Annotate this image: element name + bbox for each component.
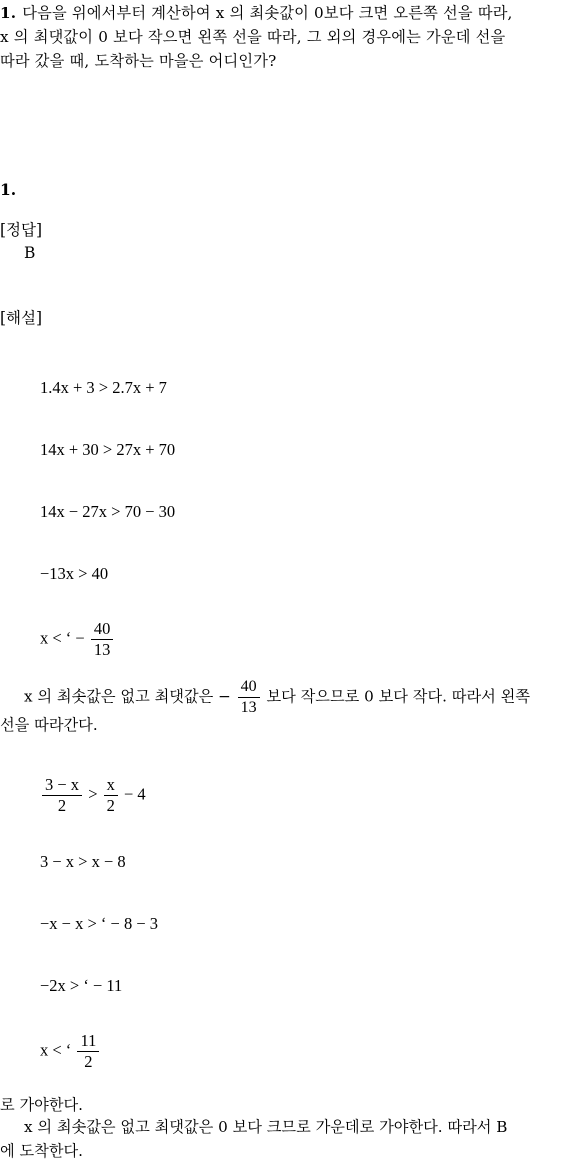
fraction-numerator: 40 — [91, 620, 114, 640]
explanation-1-line-c: 선을 따라간다. — [0, 716, 98, 734]
equation-2-1-operator: > — [88, 784, 98, 804]
equation-2-3: −x − x > ‘ − 8 − 3 — [40, 914, 159, 933]
fraction-40-13 — [91, 620, 114, 659]
equation-2-5 — [40, 1032, 101, 1071]
explanation-2-line-b: x 의 최솟값은 없고 최댓값은 0 보다 크므로 가운데로 가야한다. 따라서 B — [24, 1118, 508, 1136]
explanation-2-line-a: 로 가야한다. — [0, 1096, 84, 1114]
fraction-denominator: 2 — [57, 796, 67, 815]
fraction-x-over-2 — [104, 776, 118, 815]
fraction-numerator: x — [104, 776, 118, 796]
answer-heading: [정답] — [0, 221, 43, 239]
equation-1-5-lhs: x < ‘ − — [40, 628, 85, 648]
equation-1-3: 14x − 27x > 70 − 30 — [40, 502, 176, 521]
question-line-2: x 의 최댓값이 0 보다 작으면 왼쪽 선을 따라, 그 외의 경우에는 가운데 선을 — [0, 28, 506, 46]
answer-value: B — [24, 244, 36, 262]
explanation-heading: [해설] — [0, 309, 43, 327]
equation-1-2: 14x + 30 > 27x + 70 — [40, 440, 176, 459]
fraction-3-minus-x-over-2 — [42, 776, 82, 815]
question-line-3: 따라 갔을 때, 도착하는 마을은 어디인가? — [0, 52, 277, 70]
explanation-1-text-b: 보다 작으므로 0 보다 작다. 따라서 왼쪽 — [266, 687, 530, 706]
fraction-numerator: 3 − x — [42, 776, 82, 796]
question-line-1 — [0, 2, 513, 23]
question-text-1: 다음을 위에서부터 계산하여 x 의 최솟값이 0보다 크면 오른쪽 선을 따라, — [22, 4, 513, 22]
explanation-1-text-a: x 의 최솟값은 없고 최댓값은 − — [24, 687, 231, 706]
equation-2-1-tail: − 4 — [124, 784, 146, 804]
explanation-2-line-c: 에 도착한다. — [0, 1142, 84, 1160]
question-number: 1. — [0, 4, 17, 22]
fraction-numerator: 40 — [238, 678, 260, 698]
answer-number: 1. — [0, 180, 17, 199]
fraction-denominator: 2 — [84, 1052, 93, 1071]
equation-2-1 — [40, 776, 146, 815]
equation-1-4: −13x > 40 — [40, 564, 109, 583]
equation-2-2: 3 − x > x − 8 — [40, 852, 126, 871]
fraction-numerator: 11 — [77, 1032, 99, 1052]
equation-2-5-lhs: x < ‘ — [40, 1040, 72, 1060]
equation-1-1: 1.4x + 3 > 2.7x + 7 — [40, 378, 167, 397]
explanation-1-fraction — [238, 678, 260, 717]
explanation-1-line-a — [24, 678, 530, 717]
fraction-11-2 — [77, 1032, 99, 1071]
fraction-denominator: 2 — [106, 796, 115, 815]
fraction-denominator: 13 — [240, 699, 257, 716]
equation-1-5 — [40, 620, 115, 659]
equation-2-4: −2x > ‘ − 11 — [40, 976, 123, 995]
fraction-denominator: 13 — [93, 640, 111, 659]
